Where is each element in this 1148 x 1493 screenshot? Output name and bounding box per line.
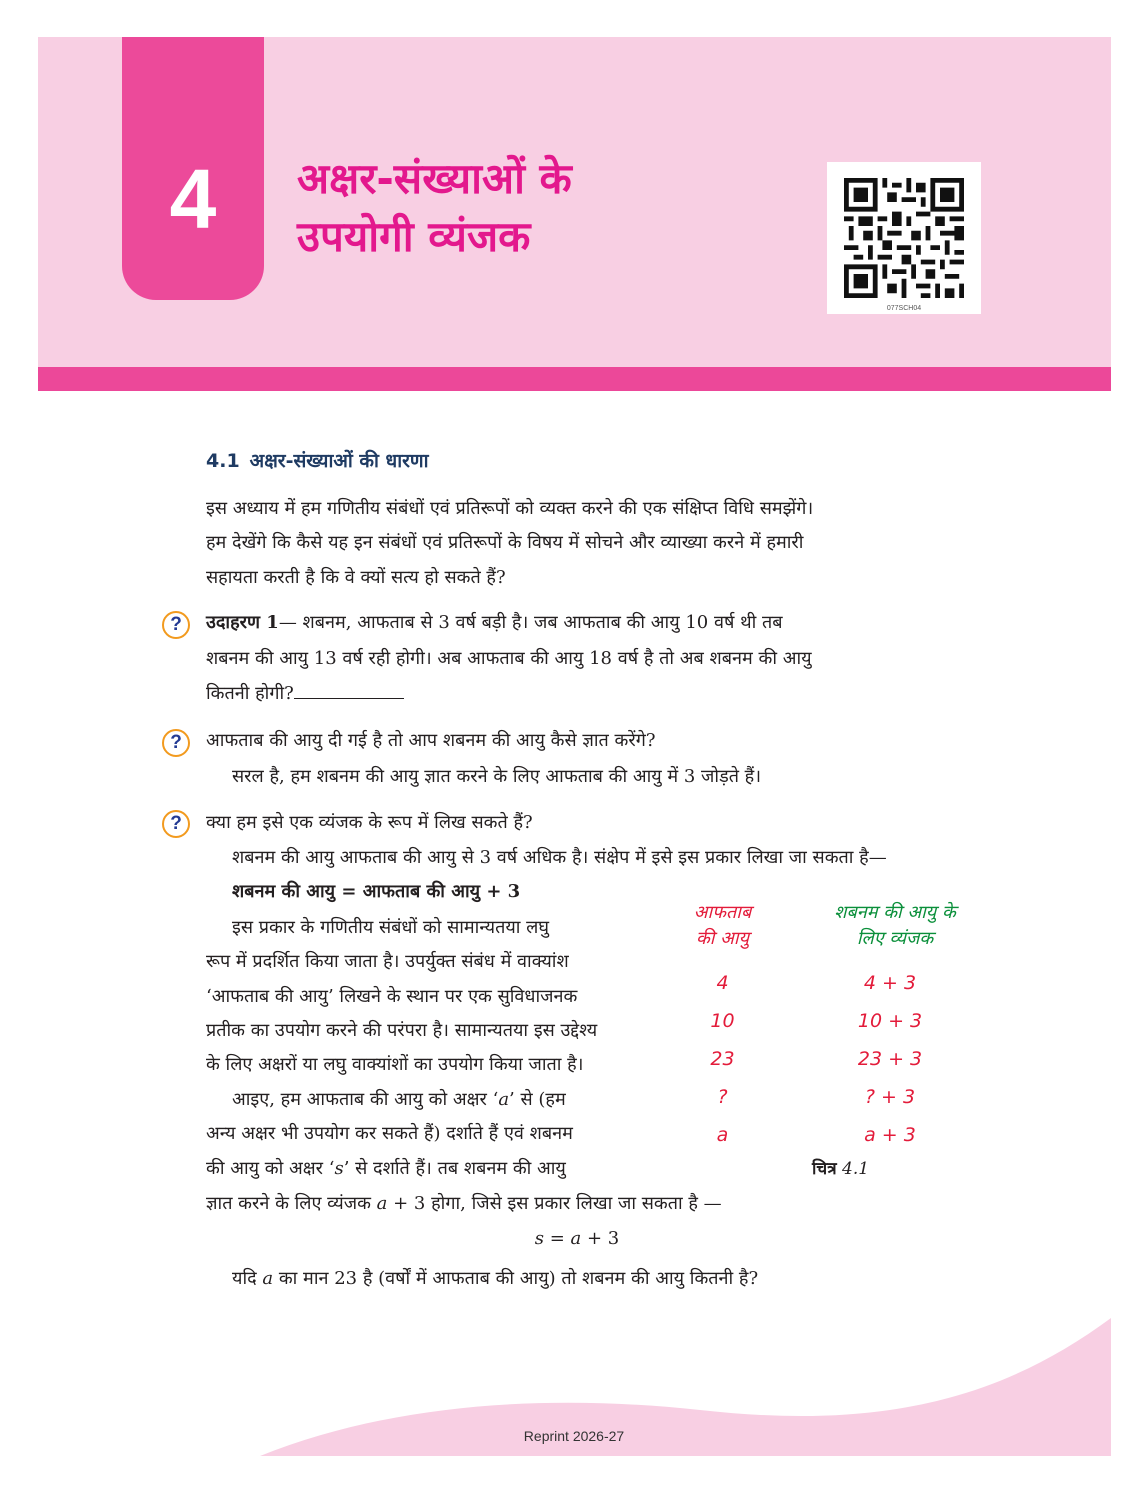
example-line-3 [206,677,948,710]
chapter-title [297,150,572,266]
figure-expr-cell: ? + 3 [864,1086,916,1108]
figure-header-right [785,900,1005,952]
equation-plus-3: + 3 [581,1228,620,1249]
para-line-8-text-a: की आयु को अक्षर ‘ [206,1158,335,1179]
para-line-8 [206,1152,646,1185]
chapter-title-line-2: उपयोगी व्यंजक [297,212,531,261]
example-line-1 [206,606,948,639]
para-line-7: अन्य अक्षर भी उपयोग कर सकते हैं) दर्शाते हैं एवं शबनम [206,1123,573,1144]
equation-s: s [534,1228,544,1249]
chapter-number: 4 [169,152,217,246]
para-line-9-text-b: + 3 होगा, जिसे इस प्रकार लिखा जा सकता है — [387,1193,722,1214]
para-line-2: रूप में प्रदर्शित किया जाता है। उपर्युक्त संबंध में वाक्यांश [206,951,569,972]
section-number: 4.1 [206,450,240,472]
question-icon: ? [162,611,190,639]
example-line-2: शबनम की आयु 13 वर्ष रही होगी। अब आफताब की आयु 18 वर्ष है तो अब शबनम की आयु [206,648,812,669]
para-line-6 [232,1083,652,1116]
figure-caption-number: 4.1 [842,1159,870,1179]
section-heading [206,447,429,473]
para-line-6-text-b: ’ से (हम [509,1089,566,1110]
figure-age-cell: ? [717,1086,728,1108]
example-text-1: — शबनम, आफताब से 3 वर्ष बड़ी है। जब आफताब की आयु 10 वर्ष थी तब [278,612,783,633]
example-text-3: कितनी होगी? [206,683,294,704]
figure-header-right-line-2: लिए व्यंजक [856,928,934,949]
question-icon: ? [162,729,190,757]
final-question-text-a: यदि [232,1268,263,1289]
para-line-1: इस प्रकार के गणितीय संबंधों को सामान्यतया लघु [232,917,550,938]
figure-expr-cell: 4 + 3 [863,972,917,994]
qr-code-label: 077SCH04 [886,305,922,312]
equation [206,1228,948,1249]
intro-line-1: इस अध्याय में हम गणितीय संबंधों एवं प्रतिरूपों को व्यक्त करने की एक संक्षिप्त विधि समझेंगे। [206,498,814,519]
question-1: आफताब की आयु दी गई है तो आप शबनम की आयु कैसे ज्ञात करेंगे? [206,730,656,751]
qr-code-box[interactable] [827,162,981,314]
qr-code-icon [844,178,964,298]
figure-header-left-line-1: आफताब [693,902,752,923]
figure-expr-cell: a + 3 [864,1124,916,1146]
figure-expr-cell: 10 + 3 [857,1010,923,1032]
example-label: उदाहरण 1 [206,612,279,633]
question-2: क्या हम इसे एक व्यंजक के रूप में लिख सकते हैं? [206,812,533,833]
reprint-notice: Reprint 2026-27 [523,1428,625,1444]
expression-variable: a [376,1193,388,1214]
question-2-line-1: शबनम की आयु आफताब की आयु से 3 वर्ष अधिक है। संक्षेप में इसे इस प्रकार लिखा जा सकता है— [232,847,887,868]
equation-a: a [570,1228,582,1249]
relation-statement: शबनम की आयु = आफताब की आयु + 3 [232,881,521,902]
chapter-number-tab [122,37,264,300]
figure-age-cell: a [716,1124,729,1146]
figure-expr-cell: 23 + 3 [857,1048,923,1070]
question-icon: ? [162,810,190,838]
para-line-4: प्रतीक का उपयोग करने की परंपरा है। सामान्यतया इस उद्देश्य [206,1020,598,1041]
figure-age-cell: 23 [710,1048,735,1070]
figure-caption-word: चित्र [812,1159,837,1179]
figure-header-left-line-2: की आयु [695,928,750,949]
chapter-header-band [38,367,1111,391]
para-line-8-text-b: ’ से दर्शाते हैं। तब शबनम की आयु [343,1158,566,1179]
question-1-answer: सरल है, हम शबनम की आयु ज्ञात करने के लिए आफताब की आयु में 3 जोड़ते हैं। [232,766,762,787]
equation-equals: = [544,1228,571,1249]
chapter-title-line-1: अक्षर-संख्याओं के [297,154,572,203]
variable-a: a [498,1089,510,1110]
figure-header-left [665,900,780,952]
section-title: अक्षर-संख्याओं की धारणा [249,450,429,472]
intro-line-3: सहायता करती है कि वे क्यों सत्य हो सकते हैं? [206,567,506,588]
figure-caption [812,1156,869,1179]
figure-header-right-line-1: शबनम की आयु के [834,902,956,923]
para-line-3: ‘आफताब की आयु’ लिखने के स्थान पर एक सुविधाजनक [206,986,578,1007]
final-question-variable: a [262,1268,274,1289]
figure-age-cell: 4 [716,972,729,994]
final-question-text-b: का मान 23 है (वर्षों में आफताब की आयु) तो शबनम की आयु कितनी है? [273,1268,759,1289]
figure-age-cell: 10 [710,1010,735,1032]
para-line-5: के लिए अक्षरों या लघु वाक्यांशों का उपयोग किया जाता है। [206,1054,584,1075]
para-line-9-text-a: ज्ञात करने के लिए व्यंजक [206,1193,377,1214]
para-line-9 [206,1187,948,1220]
variable-s: s [334,1158,344,1179]
answer-blank [294,680,404,699]
intro-line-2: हम देखेंगे कि कैसे यह इन संबंधों एवं प्रतिरूपों के विषय में सोचने और व्याख्या करने में हमारी [206,532,804,553]
para-line-6-text-a: आइए, हम आफताब की आयु को अक्षर ‘ [232,1089,499,1110]
